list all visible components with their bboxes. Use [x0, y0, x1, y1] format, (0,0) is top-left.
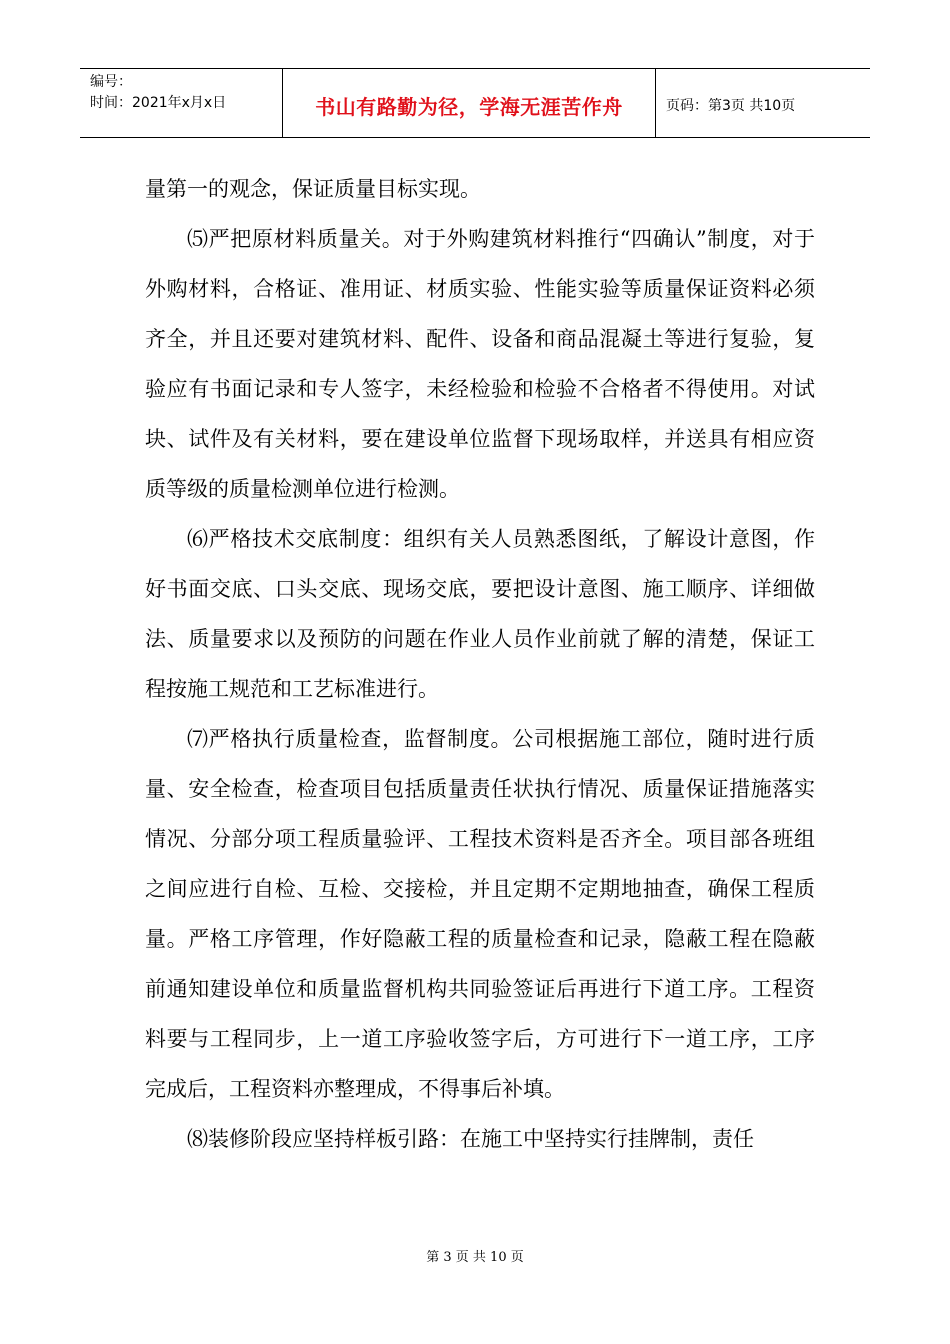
page-footer: [0, 1246, 950, 1265]
document-time-label: 时间：2021年x月x日: [90, 95, 227, 111]
header-motto: 书山有路勤为径，学海无涯苦作舟: [315, 94, 623, 119]
page-header: [80, 68, 870, 138]
body-paragraph-continuation: 量第一的观念，保证质量目标实现。: [145, 177, 481, 201]
header-page-cell: [656, 69, 870, 137]
header-motto-cell: [283, 69, 656, 137]
document-number-label: 编号：: [90, 74, 132, 90]
body-paragraph-item-7: ⑺严格执行质量检查，监督制度。公司根据施工部位，随时进行质量、安全检查，检查项目包括质量责任状执行情况、质量保证措施落实情况、分部分项工程质量验评、工程技术资料是否齐全。项目部各班组之间应进行自检、互检、交接检，并且定期不定期地抽查，确保工程质量。严格工序管理，作好隐蔽工程的质量检查和记录，隐蔽工程在隐蔽前通知建设单位和质量监督机构共同验签证后再进行下道工序。工程资料要与工程同步，上一道工序验收签字后，方可进行下一道工序，工序完成后，工程资料亦整理成，不得事后补填。: [145, 727, 815, 1101]
body-paragraph-item-6: ⑹严格技术交底制度：组织有关人员熟悉图纸，了解设计意图，作好书面交底、口头交底、现场交底，要把设计意图、施工顺序、详细做法、质量要求以及预防的问题在作业人员作业前就了解的清楚，保证工程按施工规范和工艺标准进行。: [145, 527, 815, 701]
header-meta-cell: [80, 69, 283, 137]
footer-page-number: 第 3 页 共 10 页: [426, 1250, 524, 1265]
document-body: [145, 164, 815, 1164]
header-page-info: 页码：第3页 共10页: [666, 98, 796, 114]
body-paragraph-item-5: ⑸严把原材料质量关。对于外购建筑材料推行“四确认”制度，对于外购材料，合格证、准用证、材质实验、性能实验等质量保证资料必须齐全，并且还要对建筑材料、配件、设备和商品混凝土等进行复验，复验应有书面记录和专人签字，未经检验和检验不合格者不得使用。对试块、试件及有关材料，要在建设单位监督下现场取样，并送具有相应资质等级的质量检测单位进行检测。: [145, 227, 815, 501]
body-paragraph-item-8: ⑻装修阶段应坚持样板引路：在施工中坚持实行挂牌制，责任: [187, 1127, 754, 1151]
